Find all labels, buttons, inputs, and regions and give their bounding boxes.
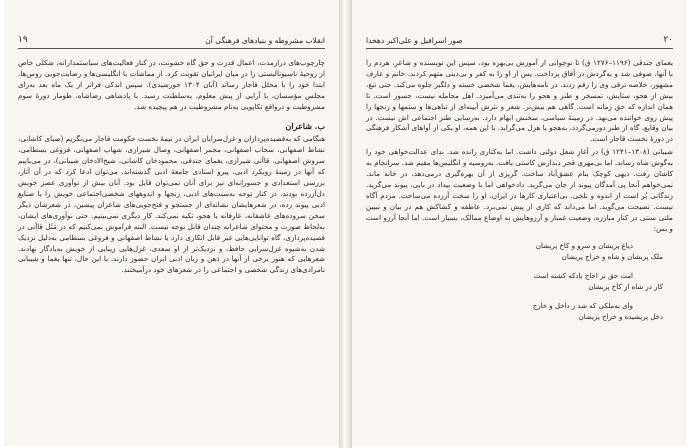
right-paragraph: یغمای جندقی (۱۱۹۶–۱۲۷۶ ق) تا نوجوانی از آموزش بی‌بهره بود، سپس این نویسنده و شاعر، هردم را با آنها، صوفی شد و به‌گردش در آفاق پرداخت. پس از او را به کفر و بی‌دینی متهم کردند. خانم و عارف مشهور، خلاصه ترقی وی را رقم زدند. در نامه‌هایش، یغما شخصی خسته و دلگیر جلوه می‌کند. حتی تیغ، بیش از هجو، ستایش، تمسخر و طنز و هجو را به‌تندی می‌آمیزد. اهل مجامله نیست، جسور است. تا همان اندازه که حق زمانه است. گاهی هم بیش‌تر. شعر و نثرش آیینه‌ای از تباهی‌ها و ستمها و رنجها را پیش روی خواننده می‌نهد. در زمینهٔ سیاسی، سخنش ابهام دارد. به‌رسایی طنز اجتماعی اش نیست. در بیان وقایع، گاه از طنز دورمی‌گردد، به‌هجو یا هزل می‌گراید. با این همه، او یکی از آواهای آشکار فرهنگی در دورهٔ نخست قاجار است. — [366, 58, 673, 144]
left-section-paragraph: هنگامی که به‌قصیده‌پردازان و غزل‌سرایان ایران در نیمهٔ نخست حکومت قاجار می‌نگریم (صبای کاشانی، نشاط اصفهانی، سحاب اصفهانی، مجمر اصفهانی، وصال شیرازی، شهاب اصفهانی، فروغی بسطامی، سروش اصفهانی، قاآنی شیرازی، یغمای جندقی، محمودخان کاشانی، شیخ‌الادخان شیبانی)، در می‌یابیم که آنها در زمینهٔ رویکرد ادبی، پیرو استادی جامعهٔ ادبی گذشته‌اند. می‌توان ادعا کرد که در آن آثار، بررسی استعدادی و جسورانه‌ای نیز برای آنان نمی‌توان قایل بود. آنان بیش از نوآوری عصر خویش دل‌آزرده بودند. در کنار توجه به‌سنت‌های ادبی، رنجها و اندوههای شخصی‌اجتماعی خویش را با صنایع ادبی پیوند زده، در شعرهایشان نشانه‌ای از جستجو و فتح‌جویی‌های شاعران پیشین، در شعرشان دیگر سخن سروده‌های عاشقانه، عارفانه یا هجو، تکیه نمی‌کند. کار دیگری نمی‌بینیم. حتی نوآوری‌های ایشان، به‌لحاظ صورت و محتوای شاعرانه چندان قابل توجه نیست. البته فراموش نمی‌کنیم که در مَثَل قاآنی در قصیده‌پردازی، گاه توانایی‌هایی غیر قابل انکاری دارد یا نشاط اصفهانی و فروغی بسطامی به‌دلیل نزدیک شدن به‌شیوه غزل‌سرایی حافظ، و نزدیک‌تر از او سعدی، غزل‌هایی زیبایی از خویش به‌یادگار نهادند. شعرهایی که هنوز برخی از آنها در ذهن و زبان ادبی ایران حضور دارند. با این حال، تنها یغما و شیبانی نامرادی‌های زندگی شخصی و اجتماعی را در شعرهای خود درآمیختند. — [18, 134, 325, 275]
left-running-title: انقلاب مشروطه و بنیادهای فرهنگی آن — [205, 36, 325, 45]
poem-stanza — [366, 271, 673, 293]
poem — [366, 241, 673, 323]
left-paragraph: چارچوب‌های درازمدت، اعمال قدرت و حق گاه خشونت، در کنار فعالیت‌های سیاستمدارانه، شکلی خاص از روحیهٔ ناسیونالیستی را در میان ایرانیان تقویت کرد. از مماشات با انگلیسی‌ها و رضایت‌جویی روس‌ها، ابتدا خود را با محلل قاجار رساند (آبان ۱۳۰۴ خورشیدی). سپس اندکی فراتر از یک ماه بعد به‌رای مجلس مؤسسان، با آرایی از پیش معلوم، به‌سلطنت رسید. با پادشاهی رضاشاه، طومار دورهٔ سوم مشروطیت و درواقع تکاپویی به‌نام مشروطیت در هم پیچیده شد. — [18, 58, 325, 111]
poem-line: امت حق بر اجاج بادکه کشته است — [533, 271, 633, 280]
poem-line: کار در شاه از کاخ پریشان — [588, 282, 663, 291]
left-page-number: ۱۹ — [18, 35, 28, 45]
poem-line: دخل پریشیده و خراج پریشان — [578, 312, 663, 321]
poem-stanza — [366, 241, 673, 263]
poem-stanza — [366, 301, 673, 323]
right-paragraph: شیبانی (۱۳۰۸–۱۲۴۱ ق) در آغاز شغل دولتی داشت. اما به‌کناری رانده شد. ندای عدالت‌خواهی خود را به‌گوش شاه رساند. اما بی‌مهری قجر دیدارش کاستی یافت. به‌روسیه و انگلیس‌ها مقیم شد. سرانجام به کاشان رفت. دیهی کوچک بنام عشق‌آباد ساخت. گریزی از آن بهره‌گیری درمی‌دهد، در خانه ماند. نمی‌خواهم آنجا پی آمدگان پیوند از جان می‌گرید. دادخواهی اما با وضعیت بیداد در بابی، پیوند می‌گرید. زندگانی پُر است از اندوه و تلخی. بی‌اعتباری کارها در ایران، او را سخت آزرده می‌ساخت. مردم آگاه نیست. تصیحت می‌گوید. اما می‌داند که کاری از پیش نمی‌برد. عاطفه و کشاکش هم در بیان و تبیین ملتی سنتی در کنار مبارزه، وضعیت غمبار و آرزوهایش به اوضاع ممالک، بسیار است. اما آنجا آرزو است و بس: — [366, 147, 673, 233]
right-page-header — [366, 34, 673, 49]
section-heading: ب. شاعران — [285, 120, 325, 131]
left-page-header — [18, 34, 325, 49]
left-page — [4, 0, 339, 446]
poem-line: وای به‌ملکی که شد ز داخل و خارج — [532, 301, 633, 310]
poem-line: ملک پریشان و شاه و خراج پریشان — [561, 252, 663, 261]
book-gutter — [339, 0, 352, 448]
poem-line: دیاغ پریشان و سرو و کاخ پریشان — [535, 241, 633, 250]
right-page-body — [366, 58, 673, 331]
right-running-title: صور اسرافیل و علی‌اکبر دهخدا — [366, 36, 463, 45]
right-page — [352, 0, 687, 446]
left-page-body — [18, 58, 325, 278]
right-page-number: ۲۰ — [663, 35, 673, 45]
